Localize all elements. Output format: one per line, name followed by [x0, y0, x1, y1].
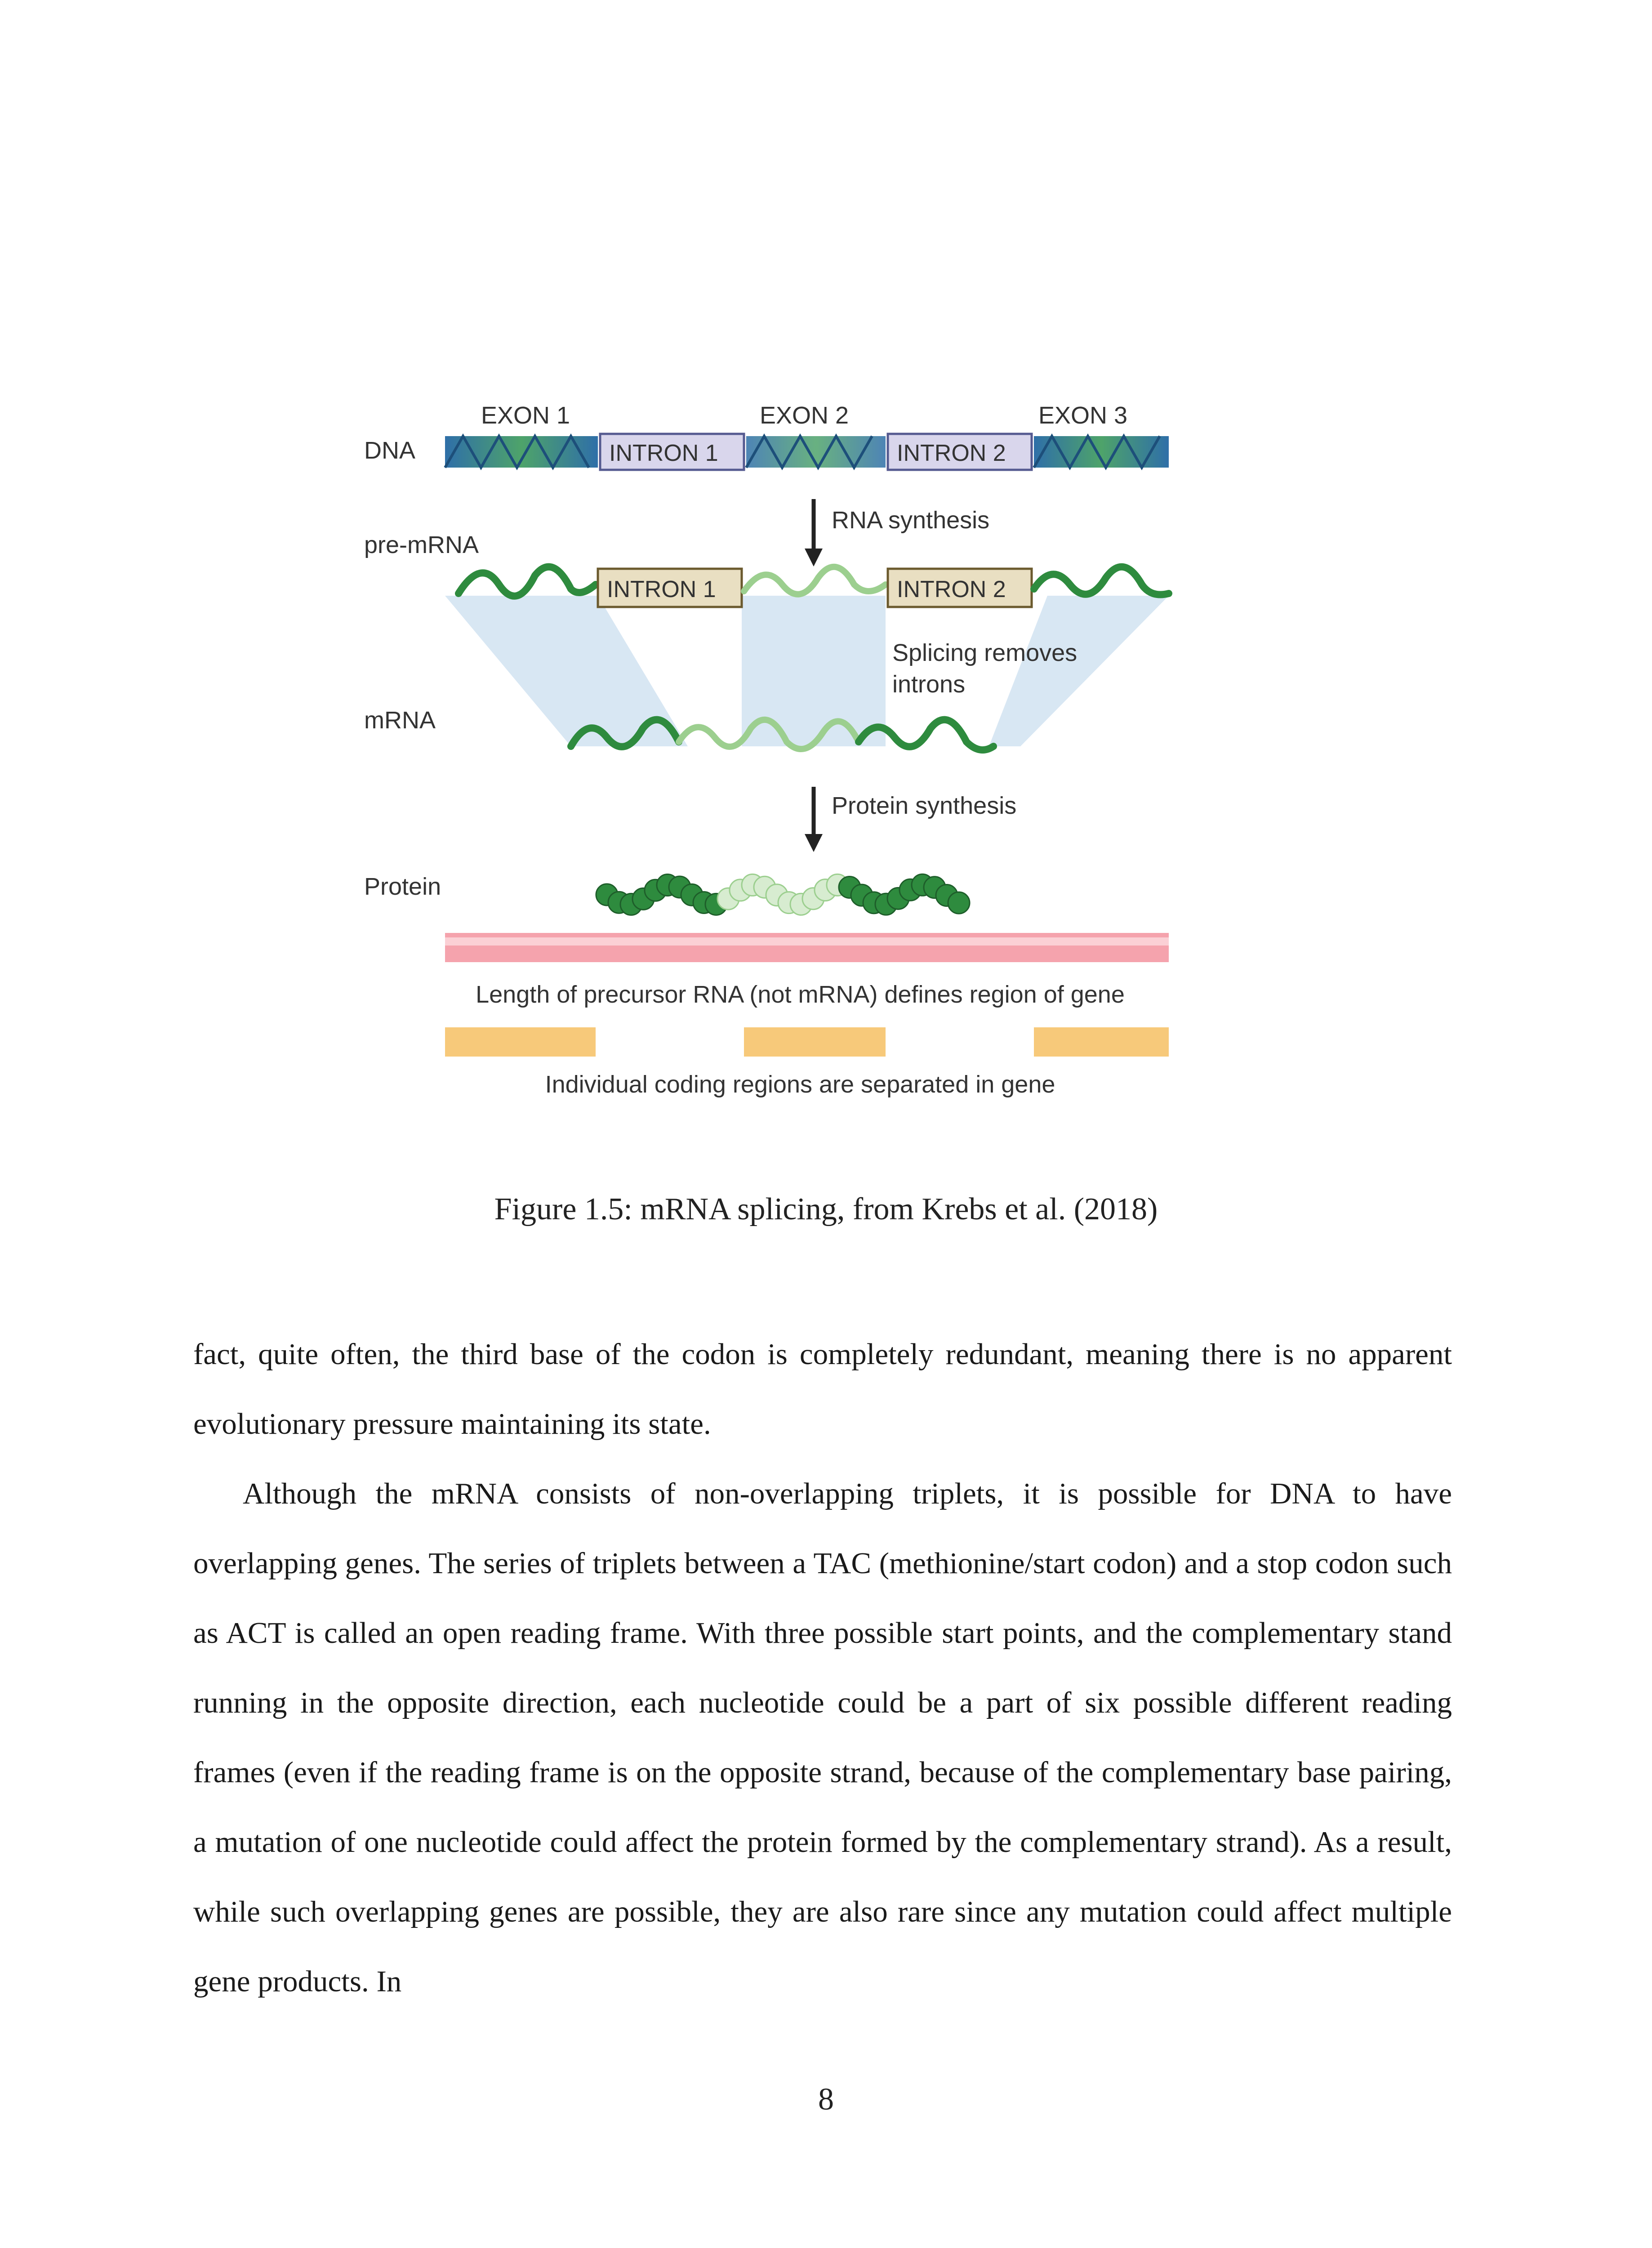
- coding-regions-caption: Individual coding regions are separated in gene: [545, 1071, 1055, 1098]
- paragraph-1: fact, quite often, the third base of the codon is completely redundant, meaning there is no apparent evolutionary pressure maintaining its state.: [193, 1338, 1452, 1441]
- pre-mrna-exon2: [744, 567, 886, 594]
- rna-synthesis-label: RNA synthesis: [832, 507, 990, 534]
- page-number: 8: [818, 2082, 834, 2117]
- protein-bead-chain: [596, 874, 970, 915]
- splicing-label-line1: Splicing removes: [892, 639, 1078, 666]
- protein-synthesis-arrow-head: [805, 834, 823, 852]
- figure-caption: Figure 1.5: mRNA splicing, from Krebs et al. (2018): [494, 1192, 1158, 1227]
- coding-region-bar-1: [445, 1027, 596, 1057]
- exon2-label: EXON 2: [760, 402, 849, 429]
- protein-synthesis-label: Protein synthesis: [832, 792, 1017, 819]
- pre-mrna-intron2-label: INTRON 2: [897, 576, 1006, 602]
- dna-intron1-label: INTRON 1: [609, 440, 718, 466]
- pre-mrna-row-label: pre-mRNA: [364, 531, 479, 558]
- mrna-splicing-figure: [346, 373, 1245, 1146]
- protein-bead: [948, 892, 970, 914]
- dna-row-label: DNA: [364, 437, 416, 464]
- splicing-label-line2: introns: [892, 671, 966, 698]
- paragraph-2: Although the mRNA consists of non-overlapping triplets, it is possible for DNA to have overlapping genes. The series of triplets between a TAC (methionine/start codon) and a stop codon such as ACT is called an open reading frame. With three possible start points, and the complementary stand running in the opposite direction, each nucleotide could be a part of six possible different reading frames (even if the reading frame is on the opposite strand, because of the complementary base pairing, a mutation of one nucleotide could affect the protein formed by the complementary strand). As a result, while such overlapping genes are possible, they are also rare since any mutation could affect multiple gene products. In: [193, 1477, 1452, 1998]
- pre-mrna-intron1-label: INTRON 1: [607, 576, 716, 602]
- mrna-row-label: mRNA: [364, 707, 436, 734]
- coding-region-bar-2: [744, 1027, 886, 1057]
- body-text: [193, 1320, 1452, 2016]
- gene-region-bar: [445, 933, 1169, 962]
- dna-intron2-label: INTRON 2: [897, 440, 1006, 466]
- exon1-label: EXON 1: [481, 402, 570, 429]
- gene-region-caption: Length of precursor RNA (not mRNA) defines region of gene: [476, 981, 1125, 1008]
- coding-region-bar-3: [1034, 1027, 1169, 1057]
- pre-mrna-exon1: [459, 567, 596, 596]
- protein-row-label: Protein: [364, 873, 441, 900]
- pre-mrna-exon3: [1034, 567, 1169, 595]
- exon3-label: EXON 3: [1038, 402, 1128, 429]
- rna-synthesis-arrow-head: [805, 549, 823, 566]
- splicing-diagram: [346, 373, 1245, 1146]
- splice-shade-right: [989, 596, 1169, 746]
- gene-region-bar-highlight: [445, 937, 1169, 946]
- splice-shade-middle: [742, 596, 886, 746]
